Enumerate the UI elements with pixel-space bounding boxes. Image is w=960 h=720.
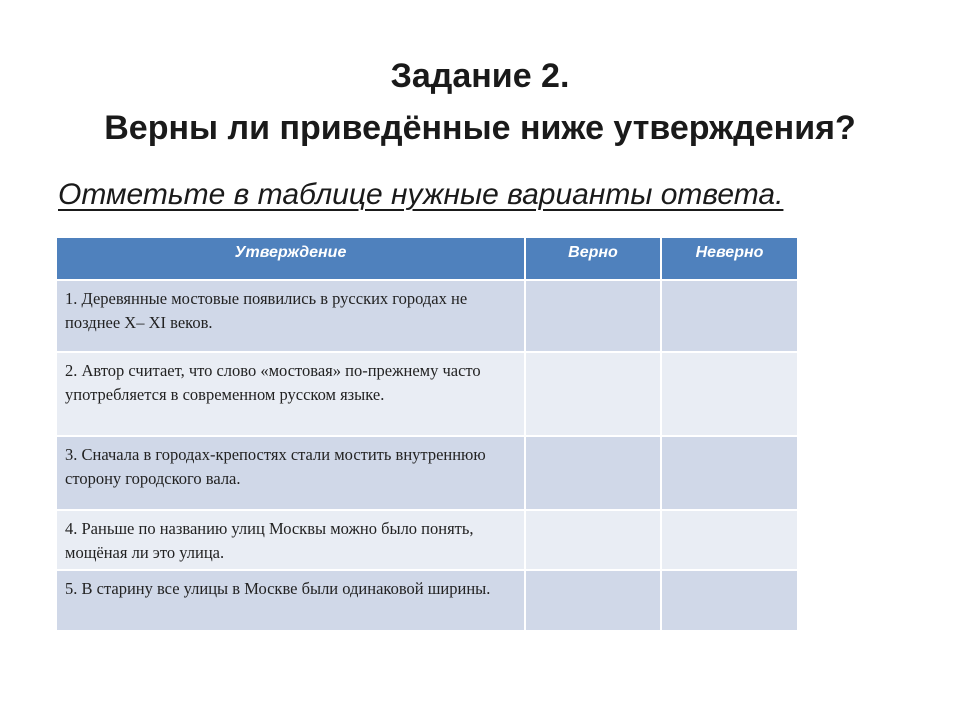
statements-table (57, 238, 797, 630)
incorrect-answer-cell[interactable] (661, 570, 797, 630)
header-incorrect: Неверно (661, 238, 797, 280)
table-header-row (57, 238, 797, 280)
correct-answer-cell[interactable] (525, 436, 661, 510)
table-row (57, 570, 797, 630)
correct-answer-cell[interactable] (525, 570, 661, 630)
statement-cell: 3. Сначала в городах-крепостях стали мостить внутреннюю сторону городского вала. (57, 436, 525, 510)
slide-subtitle: Отметьте в таблице нужные варианты ответа. (58, 178, 784, 211)
table-row (57, 352, 797, 436)
statement-cell: 1. Деревянные мостовые появились в русских городах не позднее X– XI веков. (57, 280, 525, 352)
statement-cell: 4. Раньше по названию улиц Москвы можно было понять, мощёная ли это улица. (57, 510, 525, 570)
slide-title (0, 50, 960, 154)
incorrect-answer-cell[interactable] (661, 436, 797, 510)
header-statement: Утверждение (57, 238, 525, 280)
table-row (57, 280, 797, 352)
table-row (57, 436, 797, 510)
correct-answer-cell[interactable] (525, 352, 661, 436)
correct-answer-cell[interactable] (525, 280, 661, 352)
table-row (57, 510, 797, 570)
title-line-1: Задание 2. (390, 57, 570, 95)
incorrect-answer-cell[interactable] (661, 510, 797, 570)
incorrect-answer-cell[interactable] (661, 352, 797, 436)
statement-cell: 2. Автор считает, что слово «мостовая» по-прежнему часто употребляется в современном русском языке. (57, 352, 525, 436)
statement-cell: 5. В старину все улицы в Москве были одинаковой ширины. (57, 570, 525, 630)
header-correct: Верно (525, 238, 661, 280)
incorrect-answer-cell[interactable] (661, 280, 797, 352)
correct-answer-cell[interactable] (525, 510, 661, 570)
title-line-2: Верны ли приведённые ниже утверждения? (104, 109, 856, 147)
